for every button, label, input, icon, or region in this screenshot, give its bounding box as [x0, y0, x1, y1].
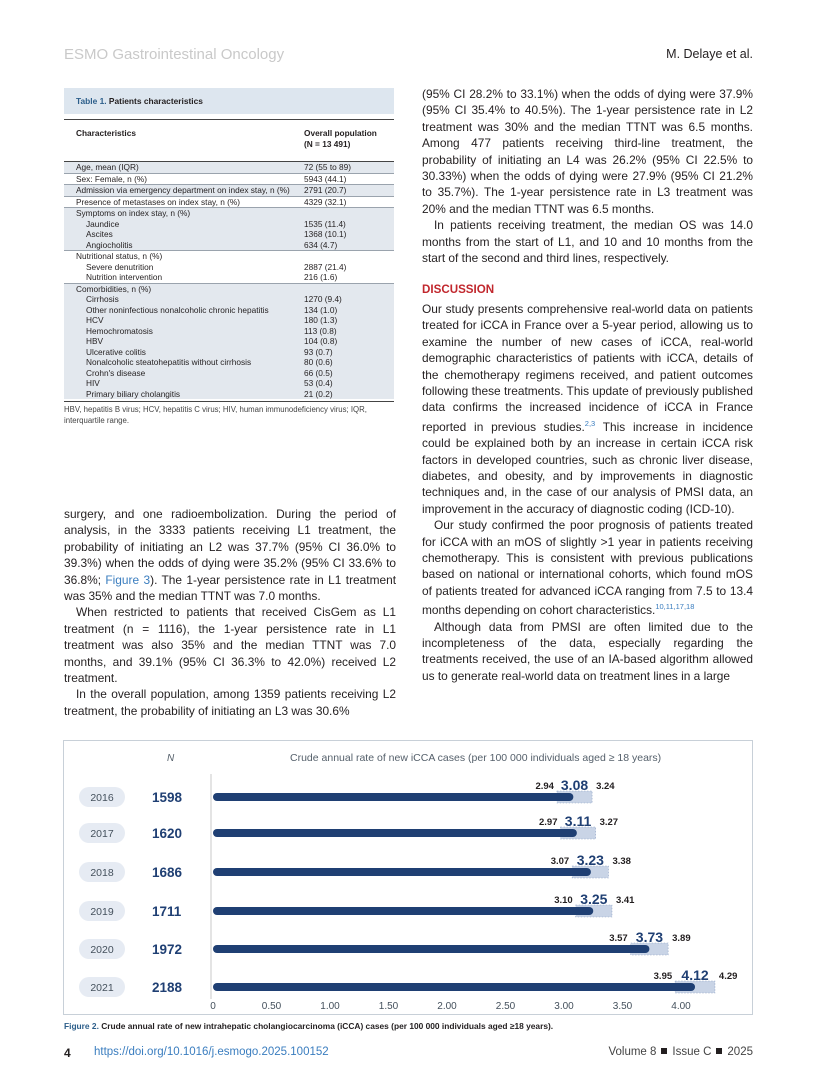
- n-value: 1686: [152, 865, 183, 880]
- year-label: 2019: [90, 906, 114, 918]
- page-number: 4: [64, 1046, 71, 1060]
- table-cell-characteristic: Cirrhosis: [86, 294, 119, 304]
- table-row: [64, 240, 394, 251]
- table-cell-value: 216 (1.6): [304, 272, 338, 282]
- table-cell-value: 66 (0.5): [304, 367, 333, 378]
- year-label: 2017: [90, 828, 114, 840]
- figure-3-link[interactable]: Figure 3: [105, 572, 151, 587]
- n-value: 1620: [152, 826, 183, 841]
- table-footnote: HBV, hepatitis B virus; HCV, hepatitis C virus; HIV, human immunodeficiency virus; IQR, interquartile range.: [64, 401, 394, 426]
- table-cell-value: 53 (0.4): [304, 378, 333, 388]
- figure-label: Figure 2.: [64, 1021, 99, 1031]
- table-row: [64, 347, 394, 358]
- table-row: [64, 272, 394, 283]
- paragraph: In patients receiving treatment, the median OS was 14.0 months from the start of L1, and 10 and 10 months from the start of the second and third lines, respectively.: [422, 218, 753, 266]
- table-row: [64, 162, 394, 173]
- ci-high-label: 3.89: [672, 933, 691, 944]
- table-row: [64, 229, 394, 240]
- table-cell-characteristic: Other noninfectious nonalcoholic chronic hepatitis: [86, 304, 269, 315]
- n-column-label: N: [167, 753, 175, 764]
- table-cell-value: 5943 (44.1): [304, 173, 347, 184]
- paragraph-text: Our study confirmed the poor prognosis of patients treated for iCCA with an mOS of slightly >1 year in patients receiving chemotherapy. This is consistent with previous publications based on national or international cohorts, which found mOS of patients treated for advanced iCCA ranging from 7.5 to 13.4 months depending on cohort characteristics.: [422, 518, 753, 618]
- table-row: [64, 173, 394, 185]
- table-patients-characteristics: [64, 88, 394, 426]
- table-cell-characteristic: Nutrition intervention: [86, 272, 163, 282]
- volume-info: [608, 1046, 753, 1058]
- table-cell-characteristic: Age, mean (IQR): [76, 162, 139, 172]
- bar: [213, 983, 695, 991]
- table-row: [64, 315, 394, 326]
- table-cell-value: [304, 251, 394, 262]
- ci-low-label: 3.57: [609, 933, 628, 944]
- x-tick-label: 0.50: [261, 1001, 282, 1012]
- value-label: 4.12: [681, 967, 709, 983]
- table-cell-value: 4329 (32.1): [304, 196, 347, 207]
- value-label: 3.25: [580, 891, 608, 907]
- table-cell-value: [304, 208, 394, 219]
- table-row: [64, 294, 394, 305]
- table-row: [64, 357, 394, 368]
- chart-title: Crude annual rate of new iCCA cases (per 100 000 individuals aged ≥ 18 years): [290, 752, 662, 764]
- value-label: 3.11: [564, 813, 592, 829]
- paragraph: When restricted to patients that received CisGem as L1 treatment (n = 1116), the 1-year persistence rate in L1 treatment was also 35% and the median TTNT was 7.0 months, and 39.1% (95% CI 36.3% to 42.0%) received L2 treatment.: [64, 605, 396, 686]
- paragraph-text: surgery, and one radioembolization. During the period of analysis, in the 3333 patients receiving L1 treatment, the probability of initiating an L2 was 37.7% (95% CI 36.0% to 39.3%) when the odds of dying were 35.2% (95% CI 33.6% to 36.8%;: [64, 507, 396, 587]
- paragraph-text: ). The 1-year persistence rate in L1 treatment was 35% and the median TTNT was 7.0 months.: [64, 572, 397, 604]
- n-value: 2188: [152, 980, 183, 995]
- ci-high-label: 3.38: [612, 856, 631, 867]
- ci-low-label: 3.10: [554, 895, 573, 906]
- table-cell-characteristic: Admission via emergency department on index stay, n (%): [76, 185, 290, 195]
- table-cell-characteristic: Crohn's disease: [86, 367, 146, 378]
- section-title-discussion: DISCUSSION: [422, 283, 495, 297]
- running-authors: M. Delaye et al.: [666, 47, 753, 61]
- table-row: [64, 219, 394, 230]
- table-row: [64, 184, 394, 196]
- table-row: [64, 196, 394, 208]
- table-header: [64, 119, 394, 162]
- table-row: [64, 250, 394, 262]
- table-cell-characteristic: Sex: Female, n (%): [76, 173, 148, 184]
- figure-caption-text: Crude annual rate of new intrahepatic cholangiocarcinoma (iCCA) cases (per 100 000 individuals aged ≥18 years).: [101, 1021, 554, 1031]
- x-tick-label: 0: [210, 1001, 216, 1012]
- year: 2025: [727, 1046, 753, 1058]
- table-row: [64, 389, 394, 400]
- table-cell-characteristic: Jaundice: [86, 218, 120, 229]
- table-cell-value: 2887 (21.4): [304, 261, 347, 272]
- table-cell-value: 2791 (20.7): [304, 185, 347, 195]
- table-cell-characteristic: Ascites: [86, 229, 113, 239]
- doi-link[interactable]: https://doi.org/10.1016/j.esmogo.2025.100152: [94, 1046, 329, 1058]
- x-tick-label: 3.50: [612, 1001, 633, 1012]
- table-cell-value: 80 (0.6): [304, 357, 333, 367]
- x-tick-label: 2.00: [437, 1001, 457, 1012]
- table-cell-value: 134 (1.0): [304, 304, 338, 315]
- table-title-text: Patients characteristics: [108, 96, 203, 106]
- paragraph: (95% CI 28.2% to 33.1%) when the odds of dying were 37.9% (95% CI 35.4% to 40.5%). The 1-year persistence rate in L2 treatment was 30% and the median TTNT was 6.5 months. Among 477 patients receiving third-line treatment, the probability of initiating an L4 was 26.2% (95% CI 22.5% to 30.33%) when the odds of dying were 27.9% (95% CI 21.2% to 35.7%). The 1-year persistence rate in L3 treatment was 20% and the median TTNT was 6.5 months.: [422, 87, 753, 216]
- table-row: [64, 326, 394, 337]
- ci-low-label: 2.97: [538, 817, 558, 828]
- x-tick-label: 1.00: [320, 1001, 340, 1012]
- volume: Volume 8: [608, 1046, 657, 1058]
- table-header-population-line2: (N = 13 491): [304, 139, 351, 149]
- ci-high-label: 3.27: [599, 817, 619, 828]
- x-tick-label: 1.50: [378, 1001, 399, 1012]
- table-cell-characteristic: Hemochromatosis: [86, 325, 153, 336]
- separator-square: [661, 1048, 667, 1054]
- table-row: [64, 336, 394, 347]
- bar: [213, 945, 649, 953]
- table-row: [64, 378, 394, 389]
- value-label: 3.08: [560, 777, 589, 793]
- year-label: 2018: [90, 867, 114, 879]
- bar: [213, 829, 577, 837]
- table-cell-value: 1368 (10.1): [304, 229, 347, 239]
- citation-link[interactable]: 10,11,17,18: [655, 602, 695, 612]
- chart-svg: [64, 741, 754, 1016]
- table-cell-characteristic: Ulcerative colitis: [86, 346, 146, 357]
- table-row: [64, 305, 394, 316]
- separator-square: [716, 1048, 722, 1054]
- ci-low-label: 3.95: [653, 971, 673, 982]
- table-cell-value: [304, 284, 394, 295]
- table-cell-characteristic: Severe denutrition: [86, 261, 154, 272]
- table-cell-value: 180 (1.3): [304, 315, 338, 325]
- journal-name: ESMO Gastrointestinal Oncology: [64, 46, 285, 63]
- table-header-population: [304, 128, 394, 157]
- table-cell-value: 634 (4.7): [304, 239, 338, 250]
- year-label: 2020: [90, 944, 114, 956]
- table-header-population-line1: Overall population: [304, 128, 377, 138]
- table-title: [64, 88, 394, 114]
- table-cell-value: 1535 (11.4): [304, 218, 346, 229]
- table-row: [64, 368, 394, 379]
- table-cell-characteristic: Nutritional status, n (%): [76, 251, 163, 261]
- table-row: [64, 262, 394, 273]
- table-cell-characteristic: HIV: [86, 378, 100, 388]
- bar: [213, 907, 593, 915]
- table-cell-value: 104 (0.8): [304, 336, 338, 346]
- ci-high-label: 4.29: [718, 971, 738, 982]
- table-label: Table 1.: [76, 96, 107, 106]
- x-tick-label: 4.00: [671, 1001, 691, 1012]
- table-cell-characteristic: Nonalcoholic steatohepatitis without cirrhosis: [86, 357, 252, 367]
- n-value: 1972: [152, 942, 183, 957]
- paragraph-text: Our study presents comprehensive real-world data on patients treated for iCCA in France over a 5-year period, allowing us to examine the number of new cases of iCCA, real-world demographic characteristics of patients with iCCA, details of the chemotherapy regimens received, and patient outcomes following these treatments. This update of previously published data confirms the increased incidence of iCCA in France reported in previous studies.: [422, 301, 753, 434]
- citation-link[interactable]: 2,3: [584, 418, 596, 428]
- table-cell-characteristic: HCV: [86, 315, 104, 325]
- ci-high-label: 3.24: [596, 781, 615, 792]
- table-cell-characteristic: HBV: [86, 336, 104, 346]
- ci-low-label: 3.07: [550, 856, 570, 867]
- table-row: [64, 283, 394, 295]
- table-cell-characteristic: Symptoms on index stay, n (%): [76, 208, 191, 218]
- n-value: 1598: [152, 790, 183, 805]
- table-cell-characteristic: Angiocholitis: [86, 239, 133, 250]
- x-tick-label: 2.50: [495, 1001, 516, 1012]
- table-cell-characteristic: Comorbidities, n (%): [76, 283, 152, 294]
- value-label: 3.23: [576, 852, 604, 868]
- ci-high-label: 3.41: [615, 895, 635, 906]
- table-cell-value: 72 (55 to 89): [304, 162, 352, 172]
- year-label: 2021: [90, 982, 114, 994]
- value-label: 3.73: [635, 929, 664, 945]
- paragraph: [422, 301, 753, 517]
- figure-2-chart: [63, 740, 753, 1015]
- table-cell-value: 1270 (9.4): [304, 294, 342, 304]
- year-label: 2016: [90, 792, 114, 804]
- figure-caption: [64, 1021, 553, 1031]
- right-column-text: [422, 86, 753, 684]
- paragraph: [64, 506, 396, 604]
- ci-low-label: 2.94: [535, 781, 554, 792]
- table-cell-value: 113 (0.8): [304, 325, 337, 336]
- table-cell-characteristic: Primary biliary cholangitis: [86, 388, 181, 399]
- paragraph: Although data from PMSI are often limited due to the incompleteness of the data, especially regarding the treatments received, the use of an IA-based algorithm allowed us to generate real-world data on treatment lines in a large: [422, 619, 753, 683]
- table-cell-value: 21 (0.2): [304, 388, 333, 399]
- bar: [213, 793, 573, 801]
- left-column-text: [64, 506, 396, 719]
- paragraph-text: This increase in incidence could be explained both by an increase in certain iCCA risk factors in developed countries, such as chronic liver disease, diabetes, and obesity, and by improvements in diagnostic techniques and, in the case of our analysis of PMSI data, an improvement in the accuracy of diagnostic coding (ICD-10).: [422, 419, 753, 516]
- table-cell-characteristic: Presence of metastases on index stay, n (%): [76, 196, 241, 207]
- table-header-characteristics: Characteristics: [76, 128, 136, 138]
- table-cell-value: 93 (0.7): [304, 346, 333, 357]
- bar: [213, 868, 591, 876]
- table-body: [64, 162, 394, 399]
- x-tick-label: 3.00: [554, 1001, 574, 1012]
- n-value: 1711: [152, 904, 182, 919]
- paragraph: [422, 517, 753, 618]
- issue: Issue C: [672, 1046, 712, 1058]
- table-row: [64, 207, 394, 219]
- paragraph: In the overall population, among 1359 patients receiving L2 treatment, the probability of initiating an L3 was 30.6%: [64, 687, 396, 718]
